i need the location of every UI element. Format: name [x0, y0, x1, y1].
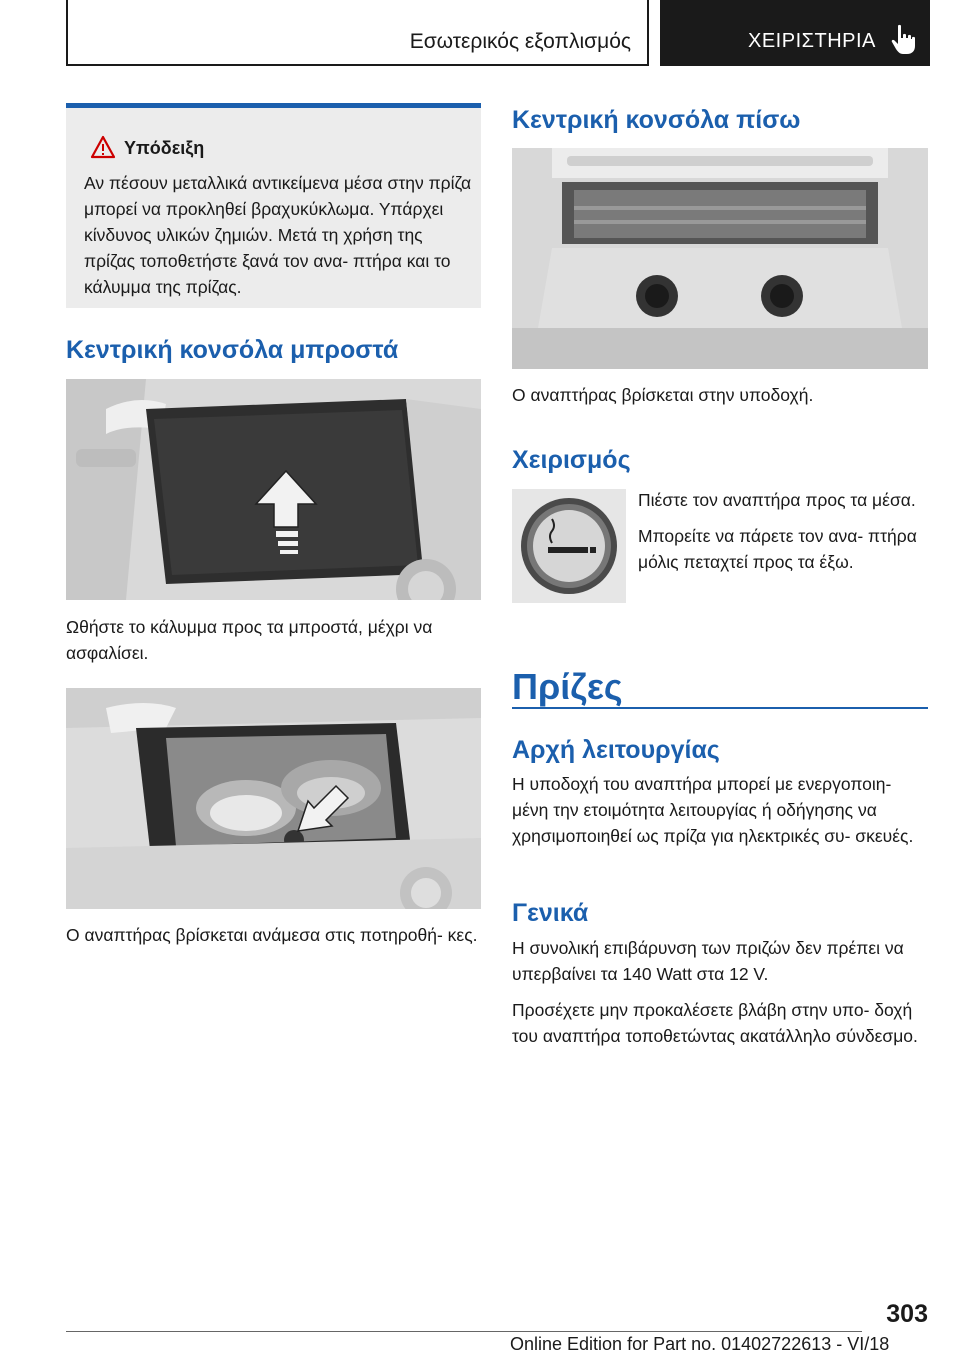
principle-heading: Αρχή λειτουργίας: [512, 736, 720, 764]
section-tab: [66, 0, 649, 66]
chapter-tab: [660, 0, 930, 66]
rear-console-heading: Κεντρική κονσόλα πίσω: [512, 106, 801, 134]
warning-triangle-icon: [90, 135, 116, 159]
operation-text: [638, 487, 928, 585]
front-console-cover-illustration: [66, 379, 481, 600]
general-text: [512, 935, 928, 1059]
sockets-title-rule: [512, 707, 928, 709]
operation-step-1: Πιέστε τον αναπτήρα προς τα μέσα.: [638, 490, 916, 510]
page-header: [66, 0, 930, 66]
hand-pointer-icon: [890, 24, 918, 56]
front-console-heading: Κεντρική κονσόλα μπροστά: [66, 336, 399, 364]
page-number: 303: [886, 1300, 928, 1328]
section-title: Εσωτερικός εξοπλισμός: [409, 30, 631, 53]
general-heading: Γενικά: [512, 899, 589, 927]
rear-caption: Ο αναπτήρας βρίσκεται στην υποδοχή.: [512, 385, 814, 405]
sockets-title: Πρίζες: [512, 666, 623, 707]
general-paragraph-1: Η συνολική επιβάρυνση των πριζών δεν πρέπει να υπερβαίνει τα 140 Watt στα 12 V.: [512, 938, 904, 984]
edition-text: Online Edition for Part no. 01402722613 - VI/18: [510, 1334, 890, 1354]
operation-step-2: Μπορείτε να πάρετε τον ανα- πτήρα μόλις πεταχτεί προς τα έξω.: [638, 526, 917, 572]
rear-console-illustration: [512, 148, 928, 369]
front-console-cupholders-illustration: [66, 688, 481, 909]
warning-title: Υπόδειξη: [124, 138, 205, 158]
footer-rule: [66, 1331, 862, 1332]
chapter-title: ΧΕΙΡΙΣΤΗΡΙΑ: [748, 30, 876, 52]
cigarette-lighter-illustration: [512, 489, 626, 603]
warning-text: Αν πέσουν μεταλλικά αντικείμενα μέσα στην πρίζα μπορεί να προκληθεί βραχυκύκλωμα. Υπάρχει κίνδυνος υλικών ζημιών. Μετά τη χρήση της πρίζας τοποθετήστε ξανά τον ανα- πτήρα και το κάλυμμα της πρίζας.: [84, 173, 472, 297]
front-caption-1: Ωθήστε το κάλυμμα προς τα μπροστά, μέχρι να ασφαλίσει.: [66, 617, 433, 663]
front-caption-2: Ο αναπτήρας βρίσκεται ανάμεσα στις ποτηροθή- κες.: [66, 925, 478, 945]
principle-text: Η υποδοχή του αναπτήρα μπορεί με ενεργοποιη- μένη την ετοιμότητα λειτουργίας ή οδήγησης να χρησιμοποιηθεί ως πρίζα για ηλεκτρικές συ- σκευές.: [512, 774, 914, 846]
warning-box: [66, 103, 481, 308]
operation-heading: Χειρισμός: [512, 446, 631, 474]
general-paragraph-2: Προσέχετε μην προκαλέσετε βλάβη στην υπο- δοχή του αναπτήρα τοποθετώντας ακατάλληλο σύνδεσμο.: [512, 1000, 918, 1046]
